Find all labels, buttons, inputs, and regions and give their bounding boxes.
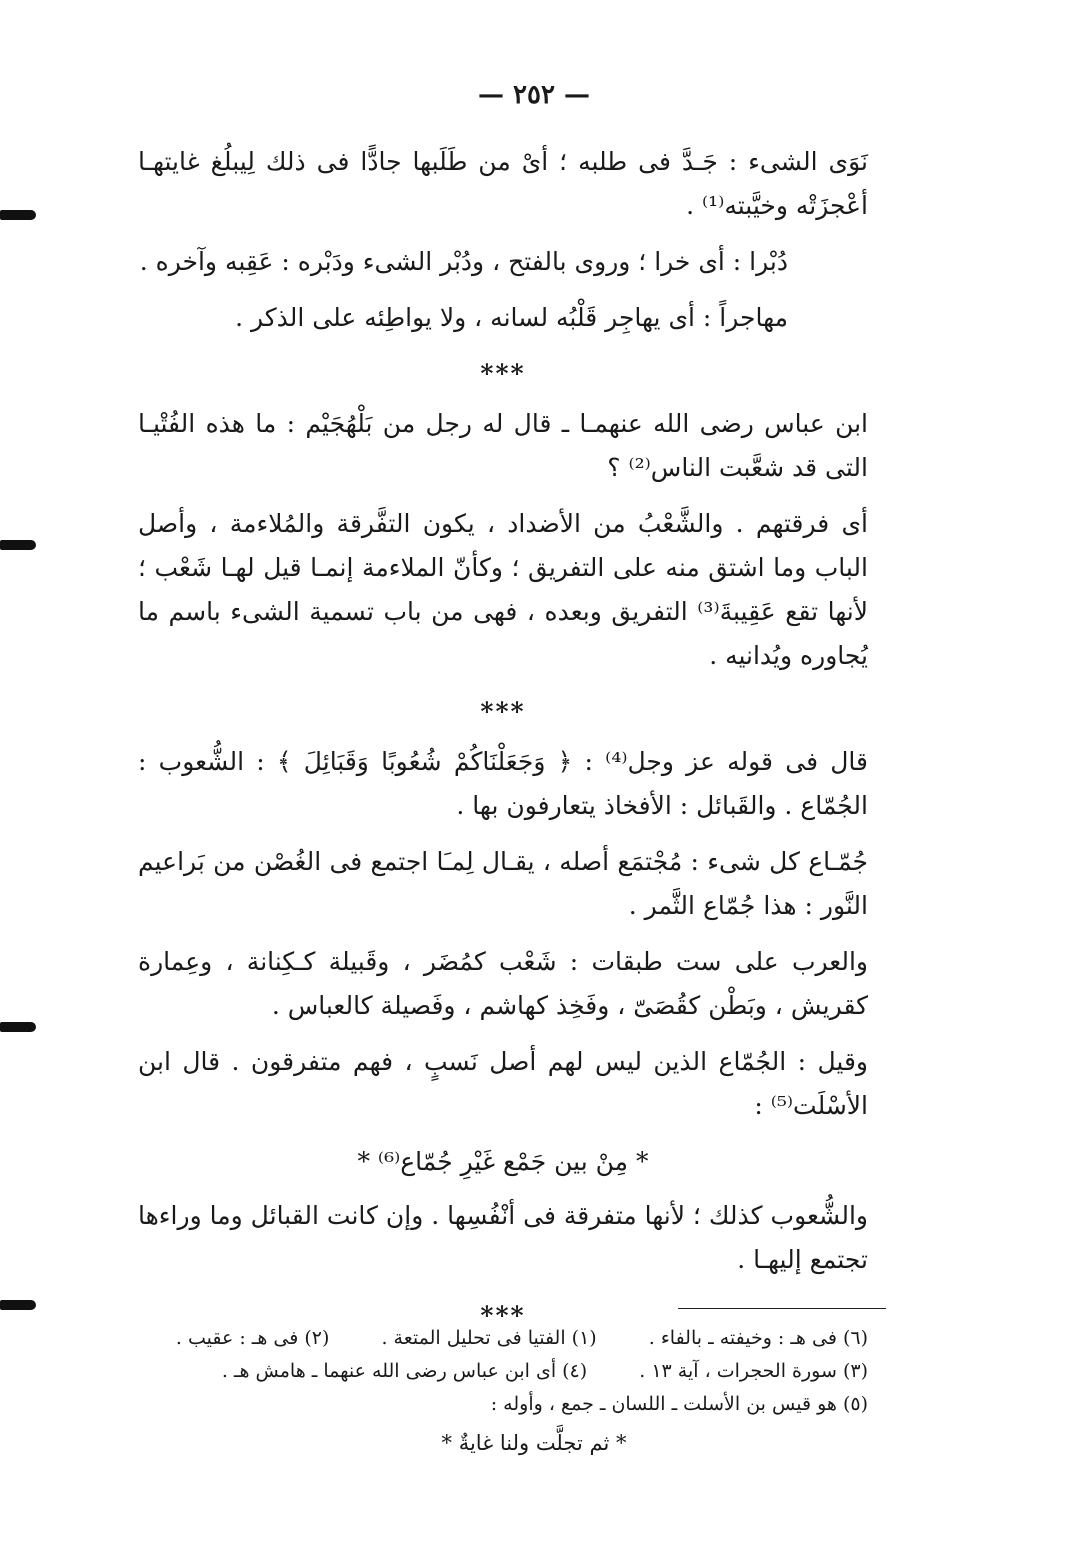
section-separator: *** <box>480 359 526 388</box>
verse-line: * مِنْ بين جَمْع غَيْرِ جُمّاع⁽⁶⁾ * <box>357 1147 649 1176</box>
footnote-line <box>200 1355 868 1388</box>
margin-mark <box>0 1022 36 1032</box>
footnote: (٣) سورة الحجرات ، آية ١٣ . <box>639 1360 868 1382</box>
footnote: (٤) أى ابن عباس رضى الله عنهما ـ هامش هـ . <box>221 1360 588 1382</box>
footnote: (٢) فى هـ : عقيب . <box>175 1327 330 1349</box>
footnote-verse: * ثم تجلَّت ولنا غايةٌ * <box>441 1431 627 1455</box>
paragraph: وقيل : الجُمّاع الذين ليس لهم أصل نَسبٍ ، فهم متفرقون . قال ابن الأسْلَت⁽⁵⁾ : <box>138 1047 868 1120</box>
footnotes <box>175 1322 868 1460</box>
margin-mark <box>0 1300 36 1310</box>
paragraph: جُمّـاع كل شىء : مُجْتمَع أصله ، يقـال لِمـَا اجتمع فى الغُصْن من بَراعيم النَّور : هذا جُمّاع الثَّمر . <box>138 847 868 920</box>
paragraph: مهاجراً : أى يهاجِر قَلْبُه لسانه ، ولا يواطِئه على الذكر . <box>235 303 788 332</box>
paragraph: نَوَى الشىء : جَـدَّ فى طلبه ؛ أىْ من طَلَبها جادًّا فى ذلك لِيبلُغ غايتهـا أعْجزَتْه وخيَّبته⁽¹⁾ . <box>138 147 868 220</box>
footnote-line: (٥) هو قيس بن الأسلت ـ اللسان ـ جمع ، وأوله : <box>490 1393 868 1415</box>
section-separator: *** <box>480 697 526 726</box>
paragraph: قال فى قوله عز وجل⁽⁴⁾ : ﴿ وَجَعَلْنَاكُمْ شُعُوبًا وَقَبَائِلَ ﴾ : الشُّعوب : الجُمّاع . والقَبائل : الأفخاذ يتعارفون بها . <box>138 747 868 820</box>
paragraph: والعرب على ست طبقات : شَعْب كمُضَر ، وقَبيلة كـكِنانة ، وعِمارة كقريش ، وبَطْن كقُصَىّ ، وفَخِذ كهاشم ، وفَصيلة كالعباس . <box>138 947 868 1020</box>
footnote-line <box>175 1322 868 1355</box>
paragraph: ابن عباس رضى الله عنهمـا ـ قال له رجل من بَلْهُجَيْم : ما هذه الفُتْيـا التى قد شعَّبت الناس⁽²⁾ ؟ <box>138 409 868 482</box>
margin-mark <box>0 210 36 220</box>
page-number: — ٢٥٢ — <box>477 80 591 110</box>
paragraph: أى فرقتهم . والشَّعْبُ من الأضداد ، يكون التفَّرقة والمُلاءمة ، وأصل الباب وما اشتق منه على التفريق ؛ وكأنّ الملاءمة إنمـا قيل لهـا شَعْب ؛ لأنها تقع عَقِيبةَ⁽³⁾ التفريق وبعده ، فهى من باب تسمية الشىء باسم ما يُجاوره ويُدانيه . <box>138 509 868 670</box>
section-separator: *** <box>480 1301 526 1330</box>
footnote: (٦) فى هـ : وخيفته ـ بالفاء . <box>648 1327 868 1349</box>
paragraph: دُبْرا : أى خرا ؛ وروى بالفتح ، ودُبْر الشىء ودَبْره : عَقِبه وآخره . <box>139 247 788 276</box>
margin-mark <box>0 540 36 550</box>
paragraph: والشُّعوب كذلك ؛ لأنها متفرقة فى أنْفُسِها . وإن كانت القبائل وما وراءها تجتمع إليهـا . <box>138 1201 868 1274</box>
footnote: (١) الفتيا فى تحليل المتعة . <box>381 1327 597 1349</box>
main-text <box>138 140 868 1344</box>
footnote-rule <box>678 1308 886 1309</box>
